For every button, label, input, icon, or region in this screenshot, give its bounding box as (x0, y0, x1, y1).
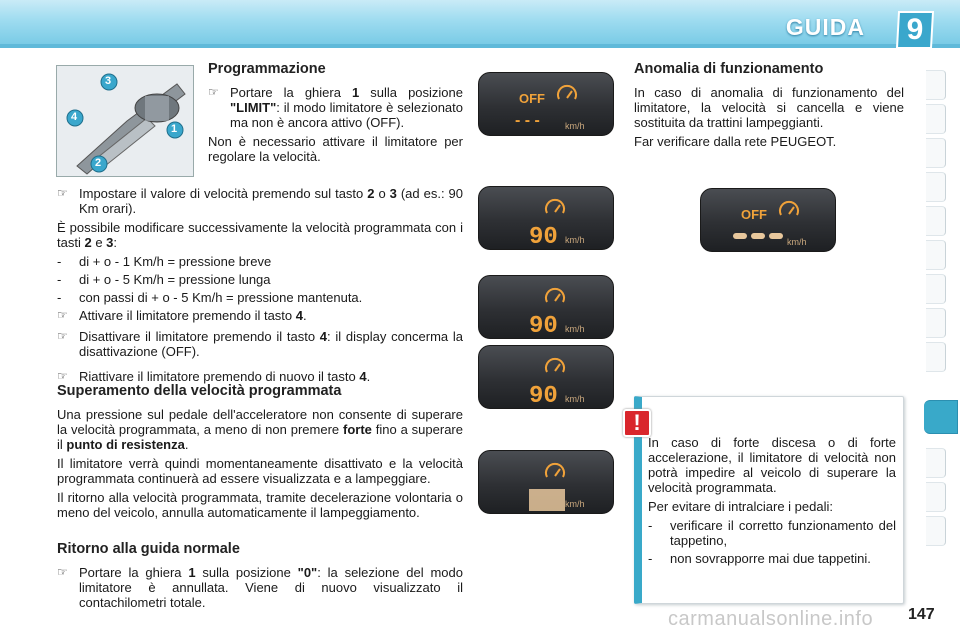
text-bold: punto di resistenza (66, 437, 185, 452)
chapter-tab[interactable] (926, 240, 946, 270)
hand-pointer-icon: ☞ (57, 186, 68, 200)
display-speed-flashing (478, 450, 614, 514)
text-bold: 2 (367, 186, 375, 201)
text: e (91, 235, 107, 250)
stalk-label-3: 3 (105, 75, 112, 87)
chapter-title: GUIDA (785, 14, 865, 40)
display-dashes: - - - (515, 112, 540, 129)
text: : il display concerma la disattivazione (OFF). (79, 329, 463, 359)
hand-pointer-icon: ☞ (57, 308, 68, 322)
page-header (0, 0, 960, 50)
speed-limiter-stalk-illustration (56, 65, 194, 177)
speedometer-icon (546, 359, 564, 372)
settings-bullet-3 (57, 329, 463, 359)
normal-driving-title: Ritorno alla guida normale (57, 541, 240, 557)
text: Portare la ghiera (230, 85, 353, 100)
text: : il modo limitatore è selezionato ma non è ancora attivo (OFF). (230, 100, 463, 130)
malfunction-para-2: Far verificare dalla rete PEUGEOT. (634, 134, 837, 149)
programming-title: Programmazione (208, 61, 326, 77)
chapter-tab-active[interactable] (924, 400, 958, 434)
display-off-dashes (478, 72, 614, 136)
text: non sovrapporre mai due tappetini. (670, 551, 871, 566)
text-bold: forte (343, 422, 372, 437)
text-bold: 1 (352, 85, 360, 100)
malfunction-para-1: In caso di anomalia di funzionamento del limitatore, la velocità si cancella e viene sostituita da trattini lampeggianti. (634, 85, 904, 130)
text: verificare il corretto funzionamento del tappetino, (670, 518, 896, 548)
warning-dash-item (648, 518, 896, 548)
chapter-tab[interactable] (926, 104, 946, 134)
display-speed-90 (478, 186, 614, 250)
settings-dash-item (57, 272, 463, 287)
display-off-label: OFF (519, 91, 545, 106)
text-bold: 2 (84, 235, 92, 250)
text: sulla posizione (359, 85, 463, 100)
chapter-tab[interactable] (926, 274, 946, 304)
text: Disattivare il limitatore premendo il tasto (79, 329, 320, 344)
settings-para (57, 220, 463, 250)
hand-pointer-icon: ☞ (208, 85, 219, 99)
warning-text (648, 435, 896, 569)
dash-marker: - (57, 254, 62, 269)
normal-driving-section (57, 542, 463, 614)
text-bold: 4 (359, 369, 367, 384)
display-malfunction (700, 188, 836, 252)
settings-dash-item (57, 254, 463, 269)
warning-para-1: In caso di forte discesa o di forte accelerazione, il limitatore di velocità non potrà impedire al veicolo di superare la velocità programmata. (648, 435, 896, 495)
chapter-tab[interactable] (926, 448, 946, 478)
programming-section (208, 62, 463, 168)
stalk-label-1: 1 (171, 123, 178, 135)
text-bold: 4 (319, 329, 328, 344)
warning-dash-item (648, 551, 896, 566)
text: con passi di + o - 5 Km/h = pressione mantenuta. (79, 290, 363, 305)
text-bold: 1 (188, 565, 196, 580)
watermark: carmanualsonline.info (668, 608, 874, 630)
normal-driving-bullet (57, 565, 463, 610)
display-unit: km/h (565, 394, 585, 404)
text: È possibile modificare successivamente la velocità programmata con i tasti (57, 220, 463, 250)
malfunction-section (634, 62, 904, 153)
text: di + o - 1 Km/h = pressione breve (79, 254, 272, 269)
text: di + o - 5 Km/h = pressione lunga (79, 272, 271, 287)
hand-pointer-icon: ☞ (57, 565, 68, 579)
malfunction-title: Anomalia di funzionamento (634, 61, 824, 77)
text: : la selezione del modo limitatore è annullata. Viene di nuovo visualizzato il contachilometri totale. (79, 565, 463, 610)
chapter-number-badge (893, 10, 937, 50)
text: (ad es.: 90 Km orari). (79, 186, 463, 216)
chapter-tab[interactable] (926, 172, 946, 202)
speedometer-icon (546, 200, 564, 213)
speedometer-icon (780, 202, 798, 215)
display-speed-90-active (478, 275, 614, 339)
display-unit: km/h (565, 235, 585, 245)
chapter-tab[interactable] (926, 206, 946, 236)
overspeed-section (57, 384, 463, 524)
hand-pointer-icon: ☞ (57, 369, 68, 383)
stalk-label-2: 2 (95, 157, 102, 169)
programming-bullet (208, 85, 463, 130)
dash-marker: - (57, 290, 62, 305)
warning-para-2: Per evitare di intralciare i pedali: (648, 499, 833, 514)
flashing-dashes (733, 233, 783, 239)
text-bold: 3 (389, 186, 397, 201)
flashing-speed-block (529, 489, 565, 511)
speedometer-icon (558, 86, 576, 99)
chapter-tab[interactable] (926, 342, 946, 372)
page-number: 147 (908, 606, 935, 623)
chapter-tab[interactable] (926, 138, 946, 168)
text: Attivare il limitatore premendo il tasto (79, 308, 296, 323)
display-unit: km/h (787, 237, 807, 247)
dash-marker: - (648, 551, 653, 566)
display-off-label: OFF (741, 207, 767, 222)
display-speed: 90 (529, 313, 558, 340)
overspeed-para-1 (57, 407, 463, 452)
display-speed: 90 (529, 224, 558, 251)
text: Impostare il valore di velocità premendo sul tasto (79, 186, 368, 201)
text-bold: "LIMIT" (230, 100, 277, 115)
display-unit: km/h (565, 324, 585, 334)
display-speed: 90 (529, 383, 558, 410)
speedometer-icon (546, 464, 564, 477)
display-unit: km/h (565, 121, 585, 131)
text: Riattivare il limitatore premendo di nuovo il tasto (79, 369, 360, 384)
programming-note: Non è necessario attivare il limitatore per regolare la velocità. (208, 134, 463, 164)
settings-dash-item (57, 290, 463, 305)
text: Una pressione sul pedale dell'acceleratore non consente di superare la velocità programmata, a meno di non premere (57, 407, 463, 437)
overspeed-para-2: Il limitatore verrà quindi momentaneamente disattivato e la velocità programmata continuerà ad essere visualizzata e a lampeggiare. (57, 456, 463, 486)
text-bold: "0" (297, 565, 318, 580)
chapter-tab[interactable] (926, 516, 946, 546)
chapter-tab[interactable] (926, 482, 946, 512)
hand-pointer-icon: ☞ (57, 329, 68, 343)
overspeed-para-3: Il ritorno alla velocità programmata, tramite decelerazione volontaria o meno del veicolo, annulla automaticamente il lampeggiamento. (57, 490, 463, 520)
chapter-number: 9 (906, 13, 924, 46)
text-bold: 3 (106, 235, 114, 250)
text: Portare la ghiera (79, 565, 189, 580)
stalk-label-4: 4 (71, 111, 78, 123)
text-bold: 4 (295, 308, 303, 323)
overspeed-title: Superamento della velocità programmata (57, 383, 342, 399)
settings-bullet-1 (57, 186, 463, 216)
display-unit: km/h (565, 499, 585, 509)
display-speed-90-off (478, 345, 614, 409)
text: fino a superare il (57, 422, 463, 452)
chapter-tabs (926, 70, 948, 570)
text: sulla posizione (195, 565, 298, 580)
settings-bullet-4 (57, 369, 463, 384)
text: : (113, 235, 118, 250)
chapter-tab[interactable] (926, 70, 946, 100)
warning-exclamation-icon: ! (623, 409, 651, 437)
speedometer-icon (546, 289, 564, 302)
text: . (303, 308, 307, 323)
chapter-tab[interactable] (926, 308, 946, 338)
settings-bullet-2 (57, 308, 463, 323)
header-band-underline (0, 44, 960, 48)
dash-marker: - (57, 272, 62, 287)
settings-section (57, 186, 463, 388)
text: o (374, 186, 390, 201)
text: . (366, 369, 371, 384)
text: . (184, 437, 189, 452)
dash-marker: - (648, 518, 653, 533)
